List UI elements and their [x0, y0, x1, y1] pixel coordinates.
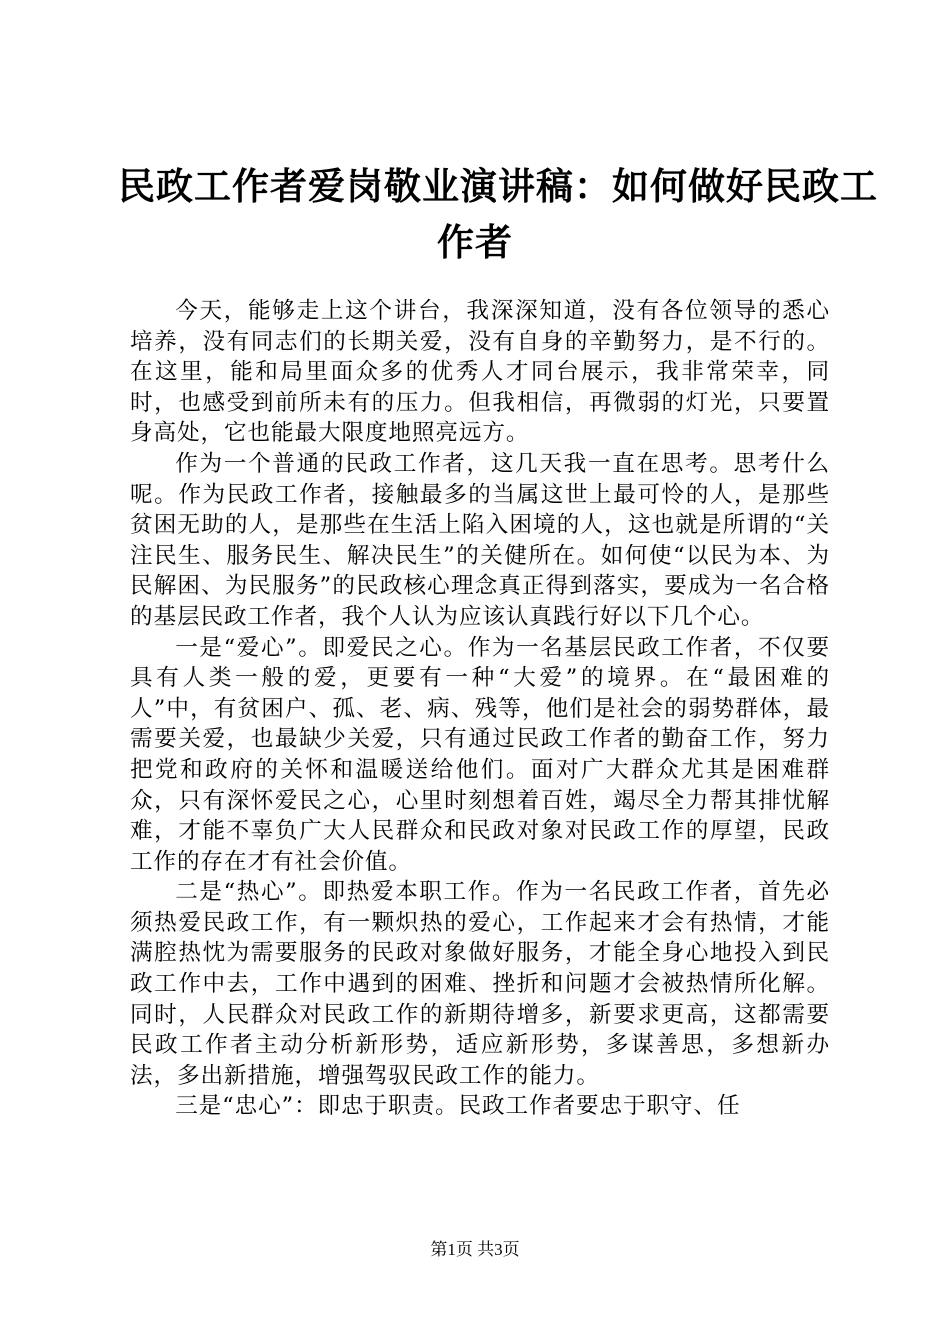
document-body — [130, 296, 830, 1122]
page-footer: 第1页 共3页 — [430, 1240, 520, 1259]
paragraph-love-heart: 一是“爱心”。即爱民之心。作为一名基层民政工作者，不仅要具有人类一般的爱，更要有一种“大爱”的境界。在“最困难的人”中，有贫困户、孤、老、病、残等，他们是社会的弱势群体，最需要关爱，也最缺少关爱，只有通过民政工作者的勤奋工作，努力把党和政府的关怀和温暖送给他们。面对广大群众尤其是困难群众，只有深怀爱民之心，心里时刻想着百姓，竭尽全力帮其排忧解难，才能不辜负广大人民群众和民政对象对民政工作的厚望，民政工作的存在才有社会价值。 — [130, 634, 830, 875]
paragraph-intro: 今天，能够走上这个讲台，我深深知道，没有各位领导的悉心培养，没有同志们的长期关爱，没有自身的辛勤努力，是不行的。在这里，能和局里面众多的优秀人才同台展示，我非常荣幸，同时，也感受到前所未有的压力。但我相信，再微弱的灯光，只要置身高处，它也能最大限度地照亮远方。 — [130, 298, 830, 447]
title-line-2: 作者 — [437, 220, 513, 264]
paragraph-loyal-heart: 三是“忠心”：即忠于职责。民政工作者要忠于职守、任 — [175, 1093, 741, 1120]
paragraph-thinking: 作为一个普通的民政工作者，这几天我一直在思考。思考什么呢。作为民政工作者，接触最多的当属这世上最可怜的人，是那些贫困无助的人，是那些在生活上陷入困境的人，这也就是所谓的“关注民生、服务民生、解决民生”的关健所在。如何使“以民为本、为民解困、为民服务”的民政核心理念真正得到落实，要成为一名合格的基层民政工作者，我个人认为应该认真践行好以下几个心。 — [130, 450, 830, 630]
paragraph-warm-heart: 二是“热心”。即热爱本职工作。作为一名民政工作者，首先必须热爱民政工作，有一颗炽热的爱心，工作起来才会有热情，才能满腔热忱为需要服务的民政对象做好服务，才能全身心地投入到民政工作中去，工作中遇到的困难、挫折和问题才会被热情所化解。同时，人民群众对民政工作的新期待增多，新要求更高，这都需要民政工作者主动分析新形势，适应新形势，多谋善思，多想新办法，多出新措施，增强驾驭民政工作的能力。 — [130, 879, 830, 1089]
document-title — [118, 158, 878, 270]
title-line-1: 民政工作者爱岗敬业演讲稿：如何做好民政工 — [118, 164, 878, 208]
